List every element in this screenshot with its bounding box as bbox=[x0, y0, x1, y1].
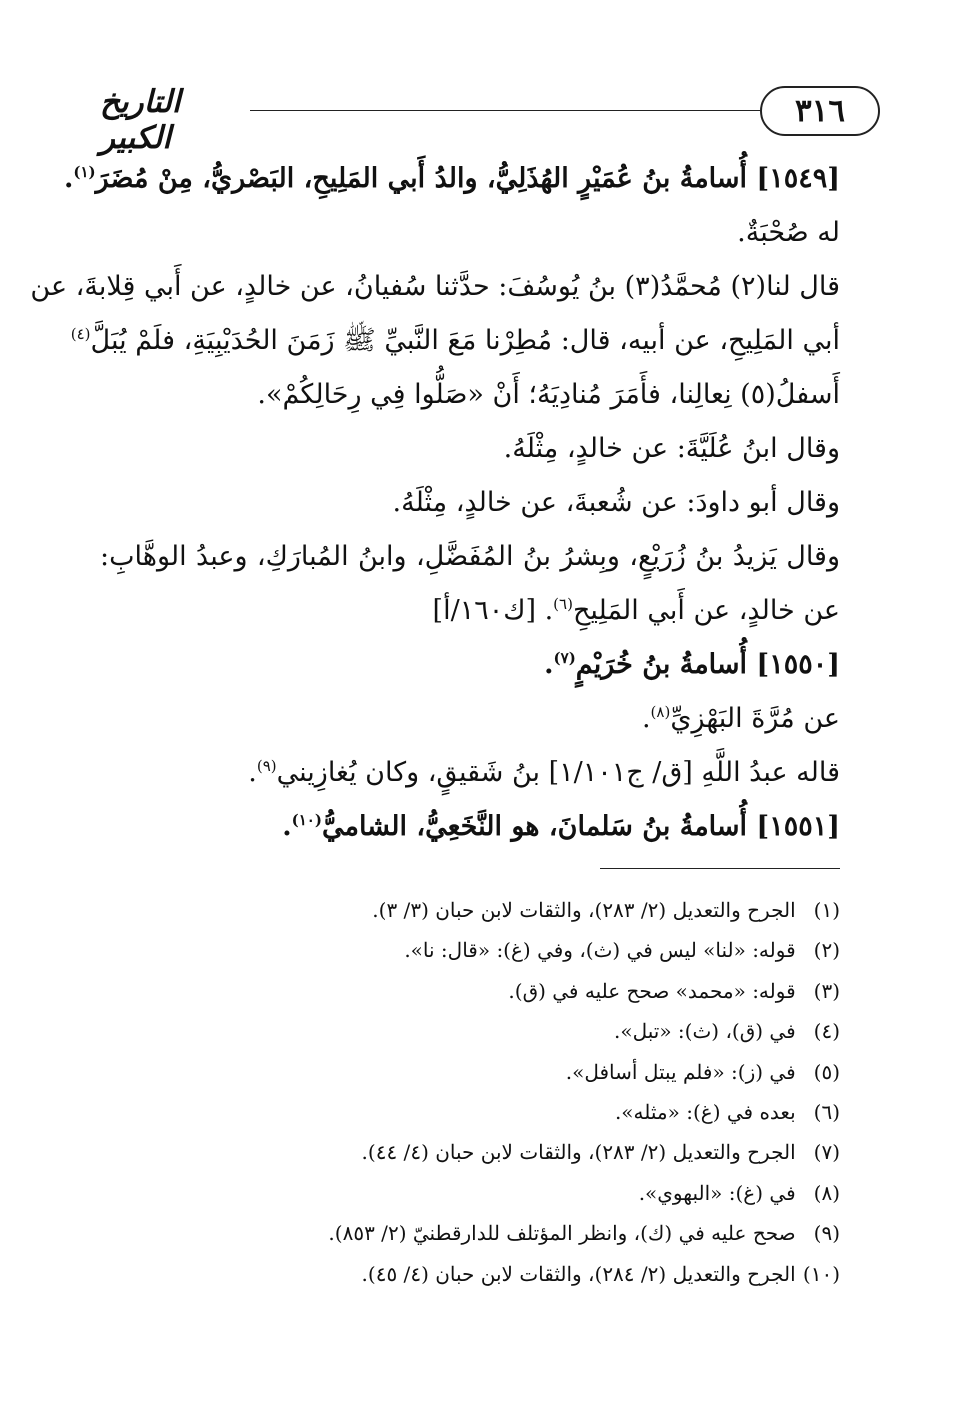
text-line: قال لنا(٢) مُحمَّدُ(٣) بنُ يُوسُفَ: حدَّثنا سُفيانُ، عن خالدٍ، عن أَبي قِلابةَ، عن bbox=[30, 271, 840, 302]
main-text bbox=[30, 152, 840, 854]
footnote-item bbox=[100, 1132, 840, 1172]
footnote-ref[interactable]: (٩) bbox=[256, 757, 277, 775]
footnote-text: في (ز): «فلم يبتل أسافل». bbox=[565, 1059, 796, 1084]
footnote-text: قوله: «لنا» ليس في (ث)، وفي (غ): «قال: نا». bbox=[404, 938, 796, 963]
footnote-item bbox=[100, 1213, 840, 1253]
footnote-number: (٢) bbox=[813, 938, 840, 963]
footnote-number: (٩) bbox=[813, 1221, 840, 1246]
footnote-number: (١) bbox=[813, 898, 840, 922]
text-line: له صُحْبَةٌ. bbox=[737, 217, 840, 248]
footnote-text: بعده في (غ): «مثله». bbox=[614, 1099, 796, 1124]
footnote-number: (٧) bbox=[813, 1140, 840, 1165]
footnote-item bbox=[100, 1254, 840, 1294]
footnote-item bbox=[100, 1052, 840, 1092]
footnote-item bbox=[100, 1173, 840, 1213]
text-line: عن مُرَّةَ البَهْزِيِّ$^{(٨)}$. bbox=[641, 703, 840, 734]
text-line: وقال ابنُ عُلَيَّةَ: عن خالدٍ، مِثْلَهُ. bbox=[503, 433, 840, 464]
footnote-text: الجرح والتعديل (٢/ ٢٨٤)، والثقات لابن حبان (٤/ ٤٥). bbox=[361, 1261, 796, 1286]
footnote-number: (٤) bbox=[813, 1019, 840, 1044]
footnote-ref[interactable]: (٦) bbox=[553, 595, 573, 613]
text-line: عن خالدٍ، عن أَبي المَلِيحِ$^{(٦)}$. [ك١٦٠/أ] bbox=[432, 595, 840, 626]
footnote-item bbox=[100, 1092, 840, 1132]
entry-1550-heading: [١٥٥٠] أُسامةُ بنُ خُرَيْمٍ$^{(٧)}$. bbox=[544, 649, 840, 680]
footnote-text: في (غ): «البهوي». bbox=[638, 1180, 796, 1205]
text-line: أَسفلُ(٥) نِعالِنا، فأَمَرَ مُنادِيَهُ؛ أَنْ «صَلُّوا فِي رِحَالِكُمْ». bbox=[257, 379, 840, 410]
footnote-text: قوله: «محمد» صحح عليه في (ق). bbox=[508, 978, 796, 1003]
footnote-text: صحح عليه في (ك)، وانظر المؤتلف للدارقطنيّ (٢/ ٨٥٣). bbox=[328, 1221, 796, 1246]
footnote-text: الجرح والتعديل (٢/ ٢٨٣)، والثقات لابن حبان (٣/ ٣). bbox=[372, 898, 796, 922]
text-line: وقال يَزيدُ بنُ زُرَيْعٍ، وبِشرُ بنُ المُفَضَّلِ، وابنُ المُبارَكِ، وعبدُ الوهَّابِ: bbox=[100, 541, 840, 572]
footnote-text: في (ق)، (ث): «تبل». bbox=[614, 1019, 796, 1044]
footnote-item bbox=[100, 971, 840, 1011]
entry-1551-heading: [١٥٥١] أُسامةُ بنُ سَلمانَ، هو النَّخَعِيُّ، الشاميُّ$^{(١٠)}$. bbox=[282, 811, 840, 842]
footnote-number: (٥) bbox=[813, 1059, 840, 1084]
footnote-ref[interactable]: (٤) bbox=[70, 325, 91, 343]
book-title: التاريخ الكبير bbox=[100, 84, 181, 156]
footnote-separator bbox=[600, 868, 840, 869]
page-number: ٣١٦ bbox=[760, 86, 880, 136]
footnote-ref[interactable]: (٨) bbox=[650, 703, 671, 721]
footnote-number: (٨) bbox=[813, 1180, 840, 1205]
text-line: قاله عبدُ اللَّهِ [ق/ ج١/١٠١] بنُ شَقيقٍ، وكان يُغازِيني$^{(٩)}$. bbox=[248, 757, 840, 788]
text-line: أبي المَلِيحِ، عن أبيه، قال: مُطِرْنا مَعَ النَّبيِّ ﷺ زَمَنَ الحُدَيْبِيَةِ، فلَمْ يُبَلَّ$^{(٤)}$ bbox=[70, 325, 840, 356]
footnote-ref[interactable]: (٧) bbox=[553, 649, 576, 667]
footnote-number: (١٠) bbox=[802, 1261, 840, 1286]
footnote-number: (٦) bbox=[813, 1099, 840, 1124]
footnotes bbox=[100, 890, 840, 1294]
entry-1549-heading: [١٥٤٩] أُسامةُ بنُ عُمَيْرٍ الهُذَلِيُّ، والدُ أَبي المَلِيحِ، البَصْريُّ، مِنْ مُضَرَ$^{(١)}$. bbox=[63, 163, 840, 194]
footnote-ref[interactable]: (١٠) bbox=[291, 811, 322, 829]
footnote-item bbox=[100, 1011, 840, 1051]
footnote-text: الجرح والتعديل (٢/ ٢٨٣)، والثقات لابن حبان (٤/ ٤٤). bbox=[361, 1140, 796, 1165]
footnote-item bbox=[100, 890, 840, 930]
footnote-ref[interactable]: (١) bbox=[73, 163, 96, 181]
footnote-number: (٣) bbox=[813, 978, 840, 1003]
footnote-item bbox=[100, 930, 840, 970]
text-line: وقال أبو داودَ: عن شُعبةَ، عن خالدٍ، مِثْلَهُ. bbox=[392, 487, 840, 518]
page-header bbox=[100, 80, 880, 156]
header-rule bbox=[250, 110, 760, 111]
